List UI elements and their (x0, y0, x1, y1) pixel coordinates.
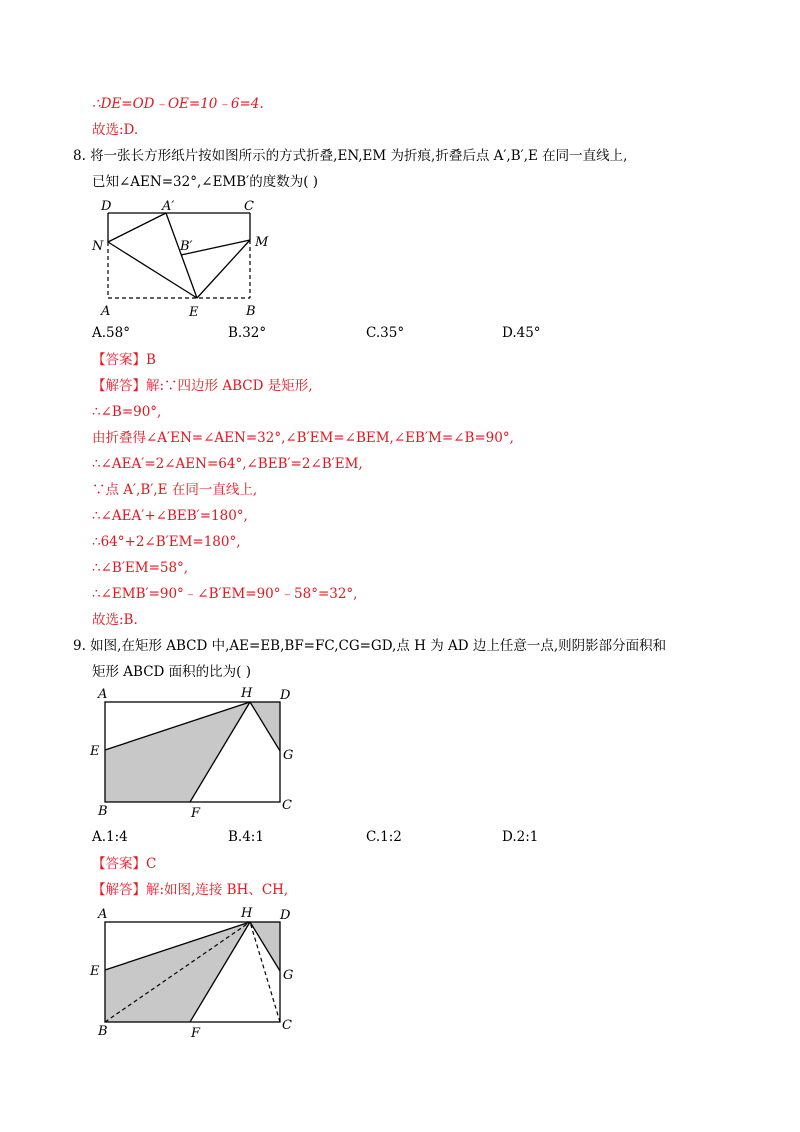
q9-label-D: D (280, 688, 291, 703)
q9-option-b: B.4:1 (228, 829, 264, 845)
q8-option-d: D.45° (502, 325, 541, 341)
q8-solution-line-9: ∴∠EMB′=90°﹣∠B′EM=90°﹣58°=32°, (92, 586, 358, 602)
q9s-label-B: B (98, 1024, 108, 1039)
q9s-label-G: G (283, 968, 294, 983)
q9-label-G: G (283, 748, 294, 763)
q8-solution-line-10: 故选:B. (92, 612, 138, 628)
q8-solution-line-7: ∴64°+2∠B′EM=180°, (92, 534, 241, 550)
q9s-label-E: E (90, 964, 100, 979)
q8-stem-line-1: 8. 将一张长方形纸片按如图所示的方式折叠,EN,EM 为折痕,折叠后点 A′,B′,E 在同一直线上, (73, 148, 628, 164)
q9-stem-line-1: 9. 如图,在矩形 ABCD 中,AE=EB,BF=FC,CG=GD,点 H 为 AD 边上任意一点,则阴影部分面积和 (73, 638, 667, 654)
q8-answer: 【答案】B (92, 352, 156, 368)
prev-solution-line-2: 故选:D. (92, 122, 139, 138)
q9-label-F: F (191, 806, 201, 821)
q8-label-C: C (244, 199, 254, 214)
q9-label-E: E (90, 744, 100, 759)
q9-solution-line-1: 【解答】解:如图,连接 BH、CH, (92, 882, 289, 898)
q8-label-A: A (101, 304, 111, 319)
q8-label-E: E (189, 305, 199, 320)
q8-fold-figure (0, 195, 800, 325)
q9s-label-H: H (241, 906, 253, 921)
q9-label-A: A (98, 687, 108, 702)
q9-label-C: C (282, 798, 292, 813)
q9-option-c: C.1:2 (366, 829, 402, 845)
q9-rectangle-figure (0, 685, 800, 825)
q8-label-N: N (92, 239, 104, 254)
q8-label-D: D (101, 199, 112, 214)
q9-options (92, 829, 692, 849)
q9-label-B: B (98, 804, 108, 819)
q8-option-b: B.32° (228, 325, 267, 341)
q8-label-M: M (255, 235, 269, 250)
q8-solution-line-6: ∴∠AEA′+∠BEB′=180°, (92, 508, 248, 524)
q9s-label-C: C (282, 1018, 292, 1033)
q9s-label-A: A (98, 907, 108, 922)
q9-option-d: D.2:1 (502, 829, 539, 845)
q9-stem-line-2: 矩形 ABCD 面积的比为( ) (92, 664, 251, 680)
q9-solution-figure (0, 905, 800, 1045)
q8-label-A-prime: A′ (162, 199, 175, 214)
prev-solution-line-1: ∴DE=OD﹣OE=10﹣6=4. (92, 96, 264, 112)
q9-answer: 【答案】C (92, 856, 157, 872)
q8-solution-line-8: ∴∠B′EM=58°, (92, 560, 189, 576)
q8-option-a: A.58° (92, 325, 130, 341)
q8-solution-line-1: 【解答】解:∵四边形 ABCD 是矩形, (92, 378, 313, 394)
q8-solution-line-2: ∴∠B=90°, (92, 404, 162, 420)
q8-options (92, 325, 692, 345)
q8-solution-line-4: ∴∠AEA′=2∠AEN=64°,∠BEB′=2∠B′EM, (92, 456, 363, 472)
q9s-label-F: F (191, 1026, 201, 1041)
q8-label-B: B (246, 304, 256, 319)
q8-label-B-prime: B′ (180, 239, 193, 254)
q8-solution-line-3: 由折叠得∠A′EN=∠AEN=32°,∠B′EM=∠BEM,∠EB′M=∠B=90°, (92, 430, 514, 446)
q8-stem-line-2: 已知∠AEN=32°,∠EMB′的度数为( ) (92, 174, 319, 190)
q9s-label-D: D (280, 908, 291, 923)
q8-solution-line-5: ∵点 A′,B′,E 在同一直线上, (92, 482, 258, 498)
q9-option-a: A.1:4 (92, 829, 128, 845)
q9-label-H: H (241, 686, 253, 701)
q8-option-c: C.35° (366, 325, 405, 341)
